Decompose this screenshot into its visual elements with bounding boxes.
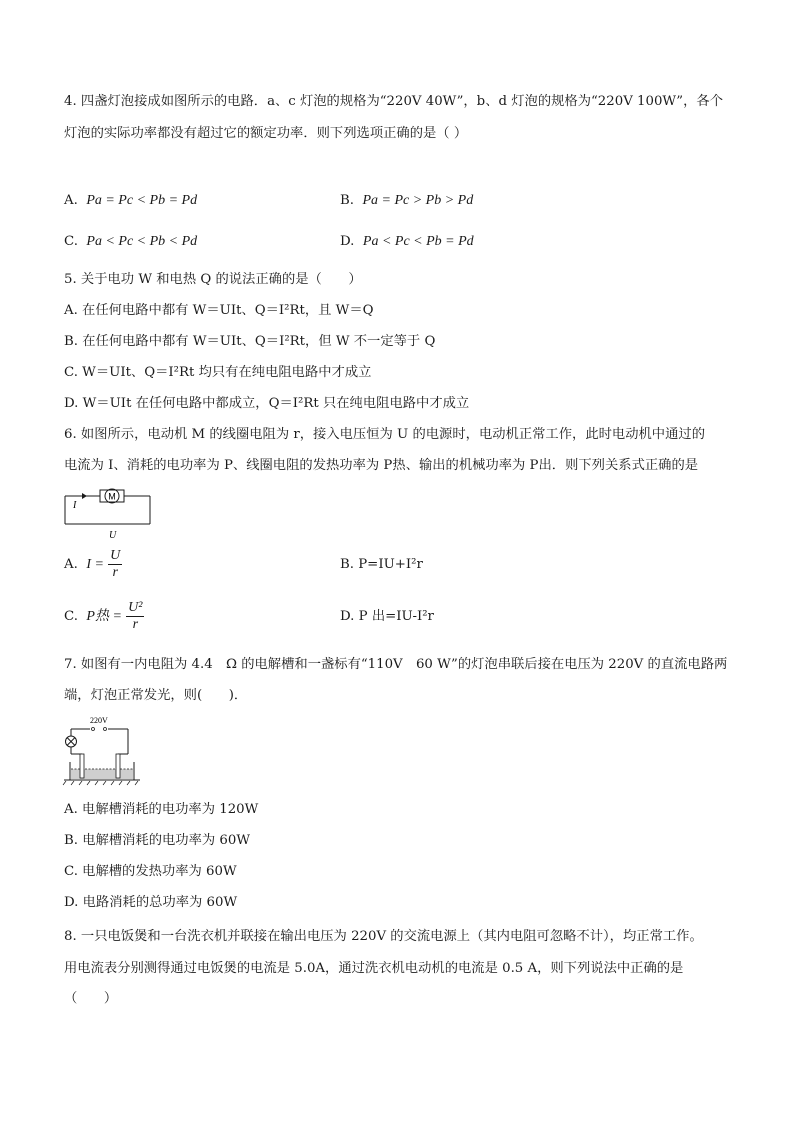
q4-option-c-label: C. bbox=[64, 234, 78, 249]
q7-option-b[interactable]: B. 电解槽消耗的电功率为 60W bbox=[64, 833, 251, 848]
q6-option-d[interactable]: D. P 出=IU-I²r bbox=[340, 609, 434, 624]
q6-motor-circuit-diagram bbox=[62, 484, 154, 544]
q4-stem-line1: 4. 四盏灯泡接成如图所示的电路．a、c 灯泡的规格为“220V 40W”，b、d 灯泡的规格为“220V 100W”，各个 bbox=[64, 94, 723, 109]
q7-stem-line1: 7. 如图有一内电阻为 4.4 Ω 的电解槽和一盏标有“110V 60 W”的灯泡串联后接在电压为 220V 的直流电路两 bbox=[64, 657, 728, 672]
q6-option-a-denominator: r bbox=[112, 565, 118, 580]
q6-current-label: I bbox=[73, 500, 77, 511]
q4-option-b-formula: Pa = Pc > Pb > Pd bbox=[362, 193, 474, 208]
q4-option-d-formula: Pa < Pc < Pb = Pd bbox=[362, 234, 474, 249]
q6-option-c-numerator: U² bbox=[128, 600, 143, 615]
q5-option-c[interactable]: C. W＝UIt、Q＝I²Rt 均只有在纯电阻电路中才成立 bbox=[64, 365, 372, 380]
q6-option-a-numerator: U bbox=[110, 548, 121, 563]
q7-option-d[interactable]: D. 电路消耗的总功率为 60W bbox=[64, 895, 238, 910]
q6-option-c-fraction bbox=[126, 600, 144, 633]
q6-option-a-lhs: I = bbox=[86, 557, 104, 572]
q6-option-a-label: A. bbox=[64, 557, 78, 572]
q7-option-a[interactable]: A. 电解槽消耗的电功率为 120W bbox=[64, 802, 259, 817]
q5-option-d[interactable]: D. W＝UIt 在任何电路中都成立，Q＝I²Rt 只在纯电阻电路中才成立 bbox=[64, 396, 470, 411]
q7-electrolytic-cell-diagram bbox=[62, 714, 146, 788]
q4-option-d[interactable] bbox=[340, 233, 474, 251]
q8-stem-line2: 用电流表分别测得通过电饭煲的电流是 5.0A，通过洗衣机电动机的电流是 0.5 A，则下列说法中正确的是 bbox=[64, 961, 684, 976]
q4-option-c[interactable] bbox=[64, 233, 197, 251]
q4-option-b-label: B. bbox=[340, 193, 354, 208]
q6-option-c[interactable] bbox=[64, 600, 144, 634]
q6-option-a[interactable] bbox=[64, 548, 122, 582]
q6-motor-label: M bbox=[108, 491, 116, 502]
q5-option-a[interactable]: A. 在任何电路中都有 W＝UIt、Q＝I²Rt，且 W＝Q bbox=[64, 303, 374, 318]
q8-stem-line1: 8. 一只电饭煲和一台洗衣机并联接在输出电压为 220V 的交流电源上（其内电阻可忽略不计），均正常工作。 bbox=[64, 929, 703, 944]
q4-option-c-formula: Pa < Pc < Pb < Pd bbox=[86, 234, 198, 249]
q6-stem-line1: 6. 如图所示，电动机 M 的线圈电阻为 r，接入电压恒为 U 的电源时，电动机正常工作，此时电动机中通过的 bbox=[64, 427, 705, 442]
q4-stem-line2: 灯泡的实际功率都没有超过它的额定功率．则下列选项正确的是（ ） bbox=[64, 126, 468, 141]
q8-stem-line3: （ ） bbox=[64, 991, 118, 1006]
q6-voltage-label: U bbox=[109, 530, 117, 541]
q7-stem-line2: 端，灯泡正常发光，则( )． bbox=[64, 688, 248, 703]
q4-option-d-label: D. bbox=[340, 234, 355, 249]
q6-option-a-fraction bbox=[108, 548, 122, 581]
q5-stem: 5. 关于电功 W 和电热 Q 的说法正确的是（ ） bbox=[64, 272, 362, 287]
q4-option-a[interactable] bbox=[64, 192, 197, 210]
q7-voltage-label: 220V bbox=[90, 716, 108, 725]
q6-option-c-denominator: r bbox=[132, 617, 139, 632]
q4-option-a-label: A. bbox=[64, 193, 78, 208]
q4-option-b[interactable] bbox=[340, 192, 473, 210]
q4-option-a-formula: Pa = Pc < Pb = Pd bbox=[86, 193, 198, 208]
q6-option-c-label: C. bbox=[64, 609, 78, 624]
q7-option-c[interactable]: C. 电解槽的发热功率为 60W bbox=[64, 864, 237, 879]
q6-option-c-lhs: P热 = bbox=[86, 609, 122, 624]
q6-stem-line2: 电流为 I、消耗的电功率为 P、线圈电阻的发热功率为 P热、输出的机械功率为 P出．则下列关系式正确的是 bbox=[64, 458, 699, 473]
q6-option-b[interactable]: B. P=IU+I²r bbox=[340, 557, 423, 572]
q5-option-b[interactable]: B. 在任何电路中都有 W＝UIt、Q＝I²Rt，但 W 不一定等于 Q bbox=[64, 334, 436, 349]
